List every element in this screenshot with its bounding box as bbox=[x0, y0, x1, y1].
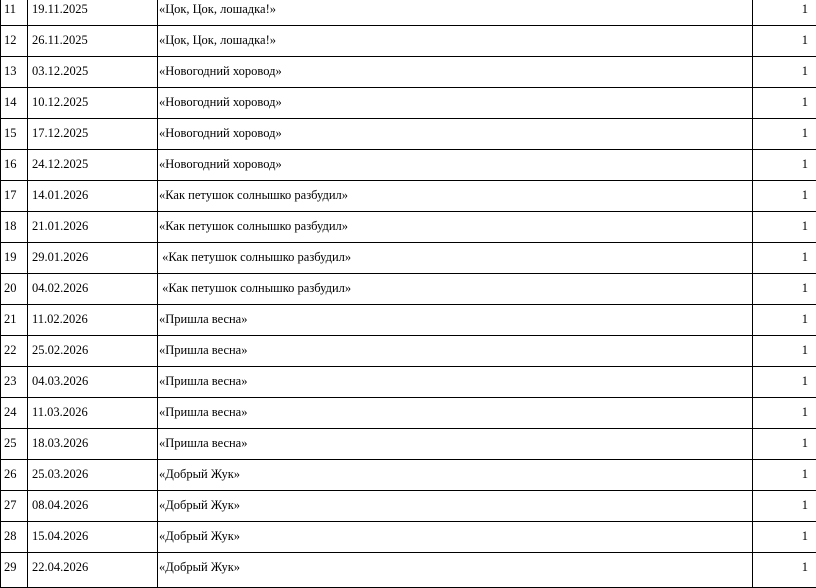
hours-cell: 1 bbox=[753, 150, 816, 181]
row-number-cell: 12 bbox=[1, 26, 28, 57]
date-cell: 24.12.2025 bbox=[28, 150, 158, 181]
table-row bbox=[1, 553, 816, 588]
topic-cell: «Как петушок солнышко разбудил» bbox=[158, 212, 753, 243]
row-number-cell: 19 bbox=[1, 243, 28, 274]
date-cell: 18.03.2026 bbox=[28, 429, 158, 460]
hours-cell: 1 bbox=[753, 212, 816, 243]
row-number-cell: 15 bbox=[1, 119, 28, 150]
row-number-cell: 18 bbox=[1, 212, 28, 243]
topic-cell: «Пришла весна» bbox=[158, 336, 753, 367]
table-row bbox=[1, 274, 816, 305]
date-cell: 19.11.2025 bbox=[28, 0, 158, 26]
table-row bbox=[1, 460, 816, 491]
hours-cell: 1 bbox=[753, 274, 816, 305]
topic-cell: «Цок, Цок, лошадка!» bbox=[158, 0, 753, 26]
schedule-table-body bbox=[1, 0, 816, 588]
hours-cell: 1 bbox=[753, 336, 816, 367]
topic-cell: «Цок, Цок, лошадка!» bbox=[158, 26, 753, 57]
row-number-cell: 22 bbox=[1, 336, 28, 367]
date-cell: 10.12.2025 bbox=[28, 88, 158, 119]
topic-cell: «Как петушок солнышко разбудил» bbox=[158, 274, 753, 305]
topic-cell: «Пришла весна» bbox=[158, 367, 753, 398]
topic-cell: «Пришла весна» bbox=[158, 305, 753, 336]
hours-cell: 1 bbox=[753, 0, 816, 26]
date-cell: 03.12.2025 bbox=[28, 57, 158, 88]
row-number-cell: 26 bbox=[1, 460, 28, 491]
date-cell: 11.02.2026 bbox=[28, 305, 158, 336]
table-row bbox=[1, 57, 816, 88]
date-cell: 17.12.2025 bbox=[28, 119, 158, 150]
table-row bbox=[1, 243, 816, 274]
table-row bbox=[1, 0, 816, 26]
table-row bbox=[1, 305, 816, 336]
table-row bbox=[1, 367, 816, 398]
date-cell: 11.03.2026 bbox=[28, 398, 158, 429]
date-cell: 14.01.2026 bbox=[28, 181, 158, 212]
row-number-cell: 16 bbox=[1, 150, 28, 181]
topic-cell: «Как петушок солнышко разбудил» bbox=[158, 181, 753, 212]
hours-cell: 1 bbox=[753, 119, 816, 150]
row-number-cell: 14 bbox=[1, 88, 28, 119]
hours-cell: 1 bbox=[753, 181, 816, 212]
row-number-cell: 13 bbox=[1, 57, 28, 88]
hours-cell: 1 bbox=[753, 367, 816, 398]
date-cell: 25.02.2026 bbox=[28, 336, 158, 367]
hours-cell: 1 bbox=[753, 553, 816, 588]
table-row bbox=[1, 150, 816, 181]
date-cell: 29.01.2026 bbox=[28, 243, 158, 274]
table-row bbox=[1, 88, 816, 119]
date-cell: 22.04.2026 bbox=[28, 553, 158, 588]
hours-cell: 1 bbox=[753, 491, 816, 522]
row-number-cell: 11 bbox=[1, 0, 28, 26]
date-cell: 25.03.2026 bbox=[28, 460, 158, 491]
topic-cell: «Пришла весна» bbox=[158, 429, 753, 460]
row-number-cell: 29 bbox=[1, 553, 28, 588]
topic-cell: «Как петушок солнышко разбудил» bbox=[158, 243, 753, 274]
topic-cell: «Пришла весна» bbox=[158, 398, 753, 429]
topic-cell: «Новогодний хоровод» bbox=[158, 150, 753, 181]
topic-cell: «Новогодний хоровод» bbox=[158, 119, 753, 150]
row-number-cell: 25 bbox=[1, 429, 28, 460]
table-row bbox=[1, 491, 816, 522]
hours-cell: 1 bbox=[753, 522, 816, 553]
table-row bbox=[1, 522, 816, 553]
date-cell: 04.02.2026 bbox=[28, 274, 158, 305]
row-number-cell: 17 bbox=[1, 181, 28, 212]
topic-cell: «Добрый Жук» bbox=[158, 491, 753, 522]
hours-cell: 1 bbox=[753, 57, 816, 88]
table-row bbox=[1, 398, 816, 429]
date-cell: 26.11.2025 bbox=[28, 26, 158, 57]
date-cell: 08.04.2026 bbox=[28, 491, 158, 522]
table-row bbox=[1, 212, 816, 243]
date-cell: 21.01.2026 bbox=[28, 212, 158, 243]
row-number-cell: 27 bbox=[1, 491, 28, 522]
topic-cell: «Новогодний хоровод» bbox=[158, 57, 753, 88]
row-number-cell: 20 bbox=[1, 274, 28, 305]
table-row bbox=[1, 336, 816, 367]
table-row bbox=[1, 26, 816, 57]
row-number-cell: 28 bbox=[1, 522, 28, 553]
hours-cell: 1 bbox=[753, 398, 816, 429]
table-row bbox=[1, 429, 816, 460]
row-number-cell: 24 bbox=[1, 398, 28, 429]
table-row bbox=[1, 181, 816, 212]
date-cell: 15.04.2026 bbox=[28, 522, 158, 553]
table-row bbox=[1, 119, 816, 150]
topic-cell: «Новогодний хоровод» bbox=[158, 88, 753, 119]
hours-cell: 1 bbox=[753, 26, 816, 57]
topic-cell: «Добрый Жук» bbox=[158, 460, 753, 491]
hours-cell: 1 bbox=[753, 305, 816, 336]
row-number-cell: 21 bbox=[1, 305, 28, 336]
row-number-cell: 23 bbox=[1, 367, 28, 398]
hours-cell: 1 bbox=[753, 243, 816, 274]
date-cell: 04.03.2026 bbox=[28, 367, 158, 398]
topic-cell: «Добрый Жук» bbox=[158, 553, 753, 588]
hours-cell: 1 bbox=[753, 88, 816, 119]
hours-cell: 1 bbox=[753, 460, 816, 491]
topic-cell: «Добрый Жук» bbox=[158, 522, 753, 553]
hours-cell: 1 bbox=[753, 429, 816, 460]
